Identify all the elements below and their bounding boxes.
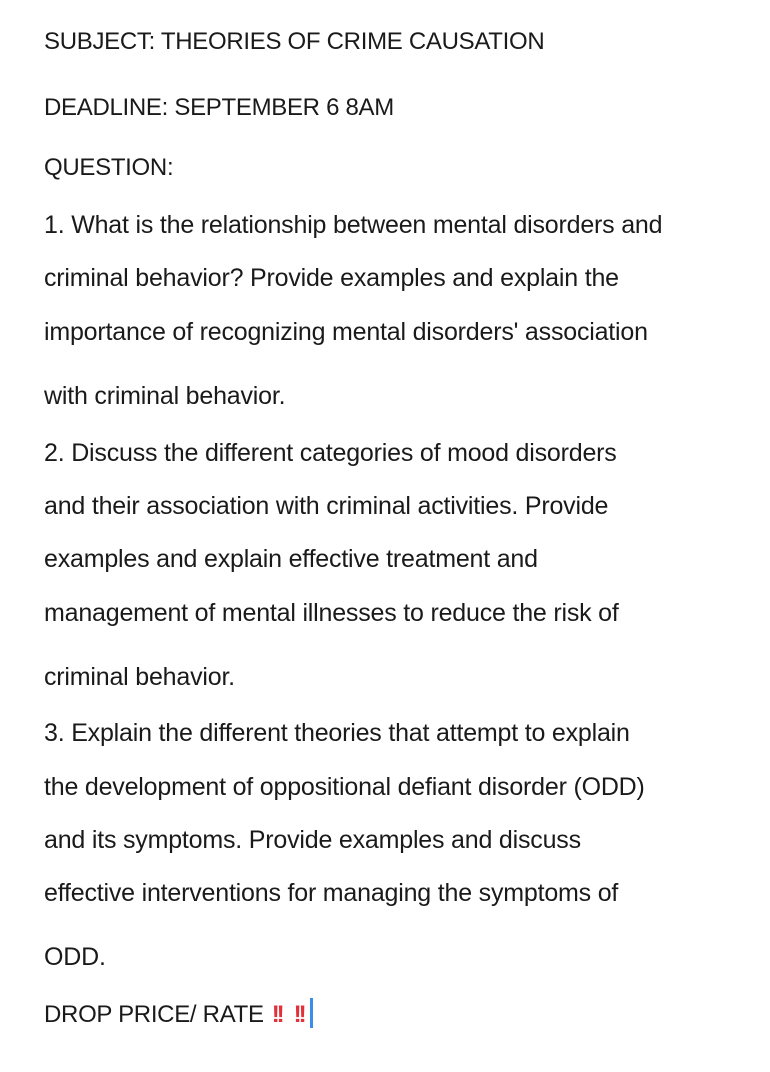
question-text-line: criminal behavior? Provide examples and explain the [44, 264, 619, 292]
subject-line: SUBJECT: THEORIES OF CRIME CAUSATION [44, 28, 545, 55]
question-text-line: examples and explain effective treatment and [44, 545, 538, 573]
double-exclamation-icon: !! [293, 1001, 304, 1028]
question-text-line: management of mental illnesses to reduce the risk of [44, 599, 619, 627]
question-text-line: ODD. [44, 943, 106, 971]
question-text-line: 3. Explain the different theories that attempt to explain [44, 719, 630, 747]
question-text-line: the development of oppositional defiant disorder (ODD) [44, 773, 645, 801]
question-text-line: 1. What is the relationship between mental disorders and [44, 211, 663, 239]
deadline-line: DEADLINE: SEPTEMBER 6 8AM [44, 94, 394, 121]
question-text-line: criminal behavior. [44, 663, 235, 691]
question-text-line: importance of recognizing mental disorders' association [44, 318, 648, 346]
question-text-line: and its symptoms. Provide examples and discuss [44, 826, 581, 854]
footer-line [44, 998, 313, 1031]
question-label: QUESTION: [44, 154, 174, 181]
question-text-line: with criminal behavior. [44, 382, 286, 410]
footer-text: DROP PRICE/ RATE [44, 1001, 264, 1028]
double-exclamation-icon: !! [271, 1001, 282, 1028]
question-text-line: effective interventions for managing the symptoms of [44, 879, 619, 907]
question-text-line: and their association with criminal activities. Provide [44, 492, 609, 520]
text-cursor[interactable] [310, 998, 313, 1028]
question-text-line: 2. Discuss the different categories of mood disorders [44, 439, 617, 467]
